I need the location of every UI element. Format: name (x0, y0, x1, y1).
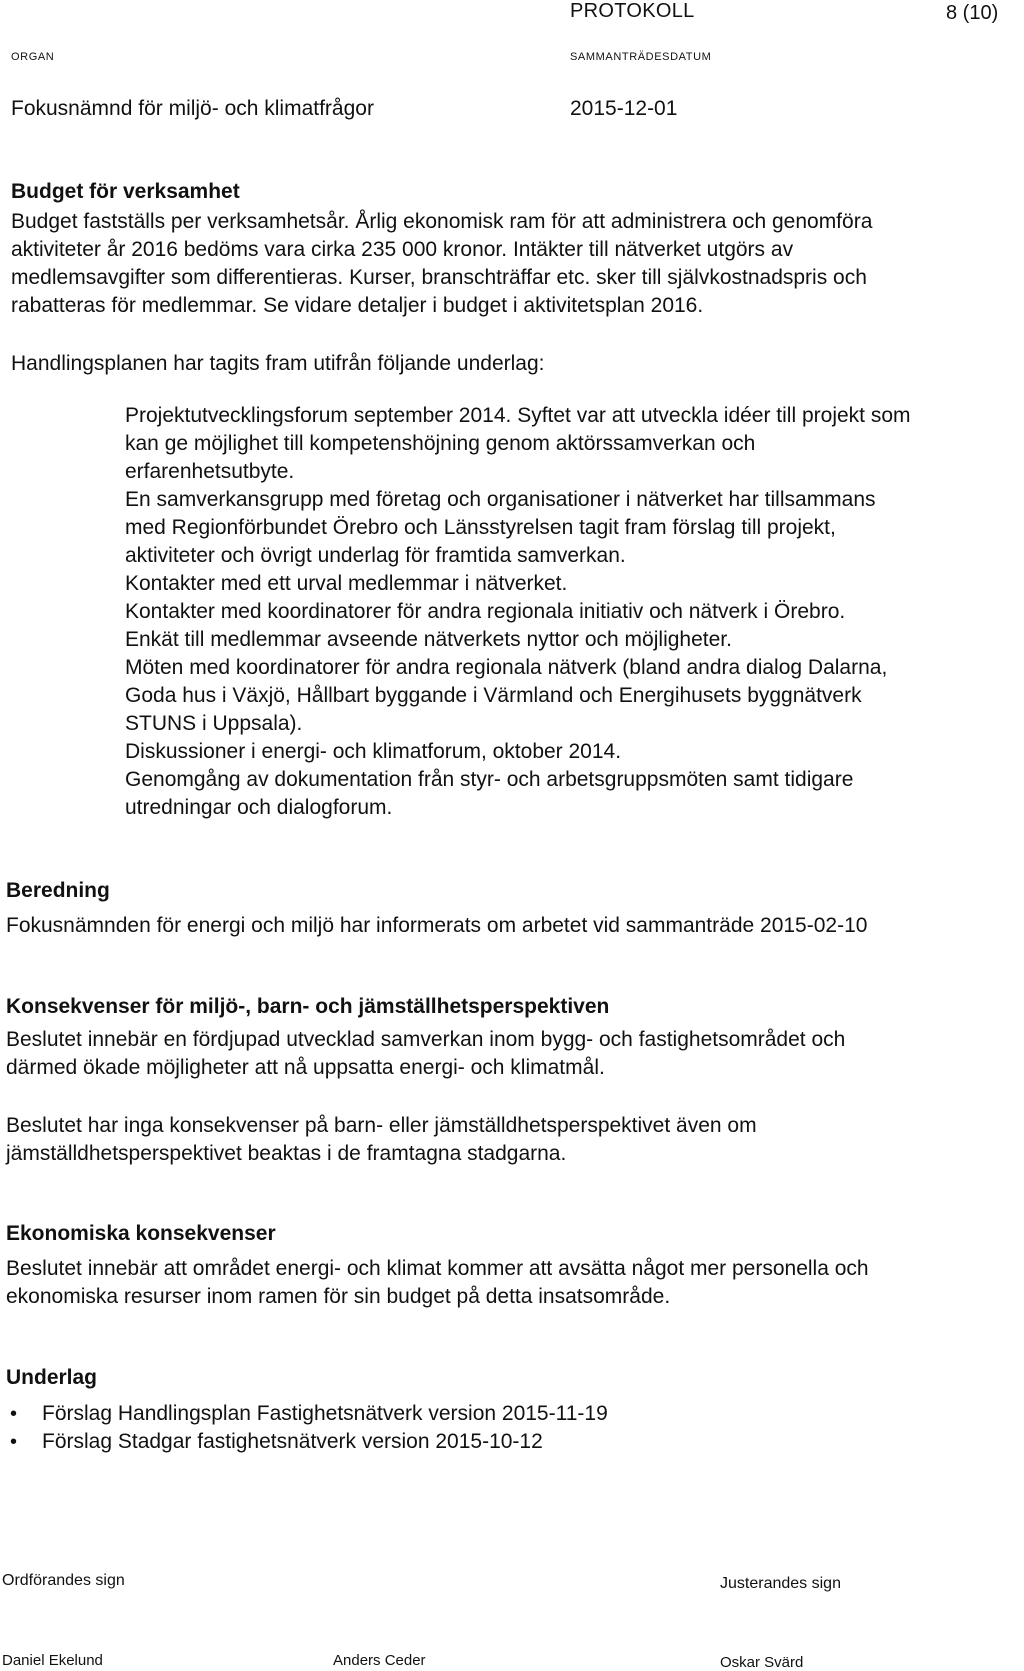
consequences-paragraph-1 (6, 1026, 1016, 1082)
action-plan-basis-list (125, 402, 1024, 822)
list-item: Kontakter med ett urval medlemmar i nätverket. (125, 572, 568, 595)
budget-section-title: Budget för verksamhet (11, 180, 240, 203)
list-item: STUNS i Uppsala). (125, 712, 303, 735)
budget-line: medlemsavgifter som differentieras. Kurser, branschträffar etc. sker till självkostnadspris och (11, 266, 867, 289)
attachment-item: • Förslag Stadgar fastighetsnätverk version 2015-10-12 (6, 1428, 1006, 1456)
page-number: 8 (10) (946, 2, 999, 24)
list-item: Kontakter med koordinatorer för andra regionala initiativ och nätverk i Örebro. (125, 600, 846, 623)
attachments-section-title: Underlag (6, 1366, 98, 1389)
paragraph-line: ekonomiska resurser inom ramen för sin budget på detta insatsområde. (6, 1285, 671, 1308)
list-item: med Regionförbundet Örebro och Länsstyrelsen tagit fram förslag till projekt, (125, 516, 836, 539)
preparation-paragraph: Fokusnämnden för energi och miljö har informerats om arbetet vid sammanträde 2015-02-10 (6, 914, 868, 937)
economic-paragraph (6, 1255, 1016, 1311)
budget-line: aktiviteter år 2016 bedöms vara cirka 235 000 kronor. Intäkter till nätverket utgörs av (11, 238, 794, 261)
budget-line: Budget fastställs per verksamhetsår. Årlig ekonomisk ram för att administrera och genomföra (11, 210, 873, 233)
meeting-date-value: 2015-12-01 (570, 97, 678, 120)
meeting-date-label: SAMMANTRÄDESDATUM (570, 51, 712, 63)
list-item: Genomgång av dokumentation från styr- och arbetsgruppsmöten samt tidigare (125, 768, 854, 791)
organ-value: Fokusnämnd för miljö- och klimatfrågor (11, 97, 374, 120)
organ-label: ORGAN (11, 51, 55, 63)
list-item: aktiviteter och övrigt underlag för framtida samverkan. (125, 544, 626, 567)
attachment-item: • Förslag Handlingsplan Fastighetsnätverk version 2015-11-19 (6, 1400, 1006, 1428)
list-item: Möten med koordinatorer för andra regionala nätverk (bland andra dialog Dalarna, (125, 656, 888, 679)
list-item: utredningar och dialogforum. (125, 796, 393, 819)
signatory-name: Anders Ceder (333, 1652, 426, 1669)
chair-signature-label: Ordförandes sign (2, 1572, 125, 1589)
list-item: Projektutvecklingsforum september 2014. Syftet var att utveckla idéer till projekt som (125, 404, 911, 427)
list-item: Goda hus i Växjö, Hållbart byggande i Värmland och Energihusets byggnätverk (125, 684, 862, 707)
adjuster-signature-label: Justerandes sign (720, 1575, 841, 1592)
signatory-name: Oskar Svärd (720, 1654, 804, 1671)
consequences-section-title: Konsekvenser för miljö-, barn- och jämställhetsperspektiven (6, 995, 610, 1018)
economic-section-title: Ekonomiska konsekvenser (6, 1222, 276, 1245)
paragraph-line: Beslutet har inga konsekvenser på barn- eller jämställdhetsperspektivet även om (6, 1114, 757, 1137)
paragraph-line: Beslutet innebär en fördjupad utvecklad samverkan inom bygg- och fastighetsområdet och (6, 1028, 846, 1051)
list-item: Diskussioner i energi- och klimatforum, oktober 2014. (125, 740, 622, 763)
attachments-list (6, 1400, 1006, 1456)
preparation-section-title: Beredning (6, 879, 110, 902)
paragraph-line: jämställdhetsperspektivet beaktas i de framtagna stadgarna. (6, 1142, 567, 1165)
budget-line: rabatteras för medlemmar. Se vidare detaljer i budget i aktivitetsplan 2016. (11, 294, 704, 317)
document-type: PROTOKOLL (570, 0, 695, 22)
list-item: kan ge möjlighet till kompetenshöjning genom aktörssamverkan och (125, 432, 756, 455)
paragraph-line: Beslutet innebär att området energi- och klimat kommer att avsätta något mer personella och (6, 1257, 869, 1280)
signatory-name: Daniel Ekelund (2, 1652, 103, 1669)
list-item: En samverkansgrupp med företag och organisationer i nätverket har tillsammans (125, 488, 876, 511)
list-item: Enkät till medlemmar avseende nätverkets nyttor och möjligheter. (125, 628, 732, 651)
list-item: erfarenhetsutbyte. (125, 460, 295, 483)
consequences-paragraph-2 (6, 1112, 1016, 1168)
action-plan-intro: Handlingsplanen har tagits fram utifrån följande underlag: (11, 352, 545, 375)
budget-paragraph (11, 208, 1011, 320)
paragraph-line: därmed ökade möjligheter att nå uppsatta energi- och klimatmål. (6, 1056, 605, 1079)
